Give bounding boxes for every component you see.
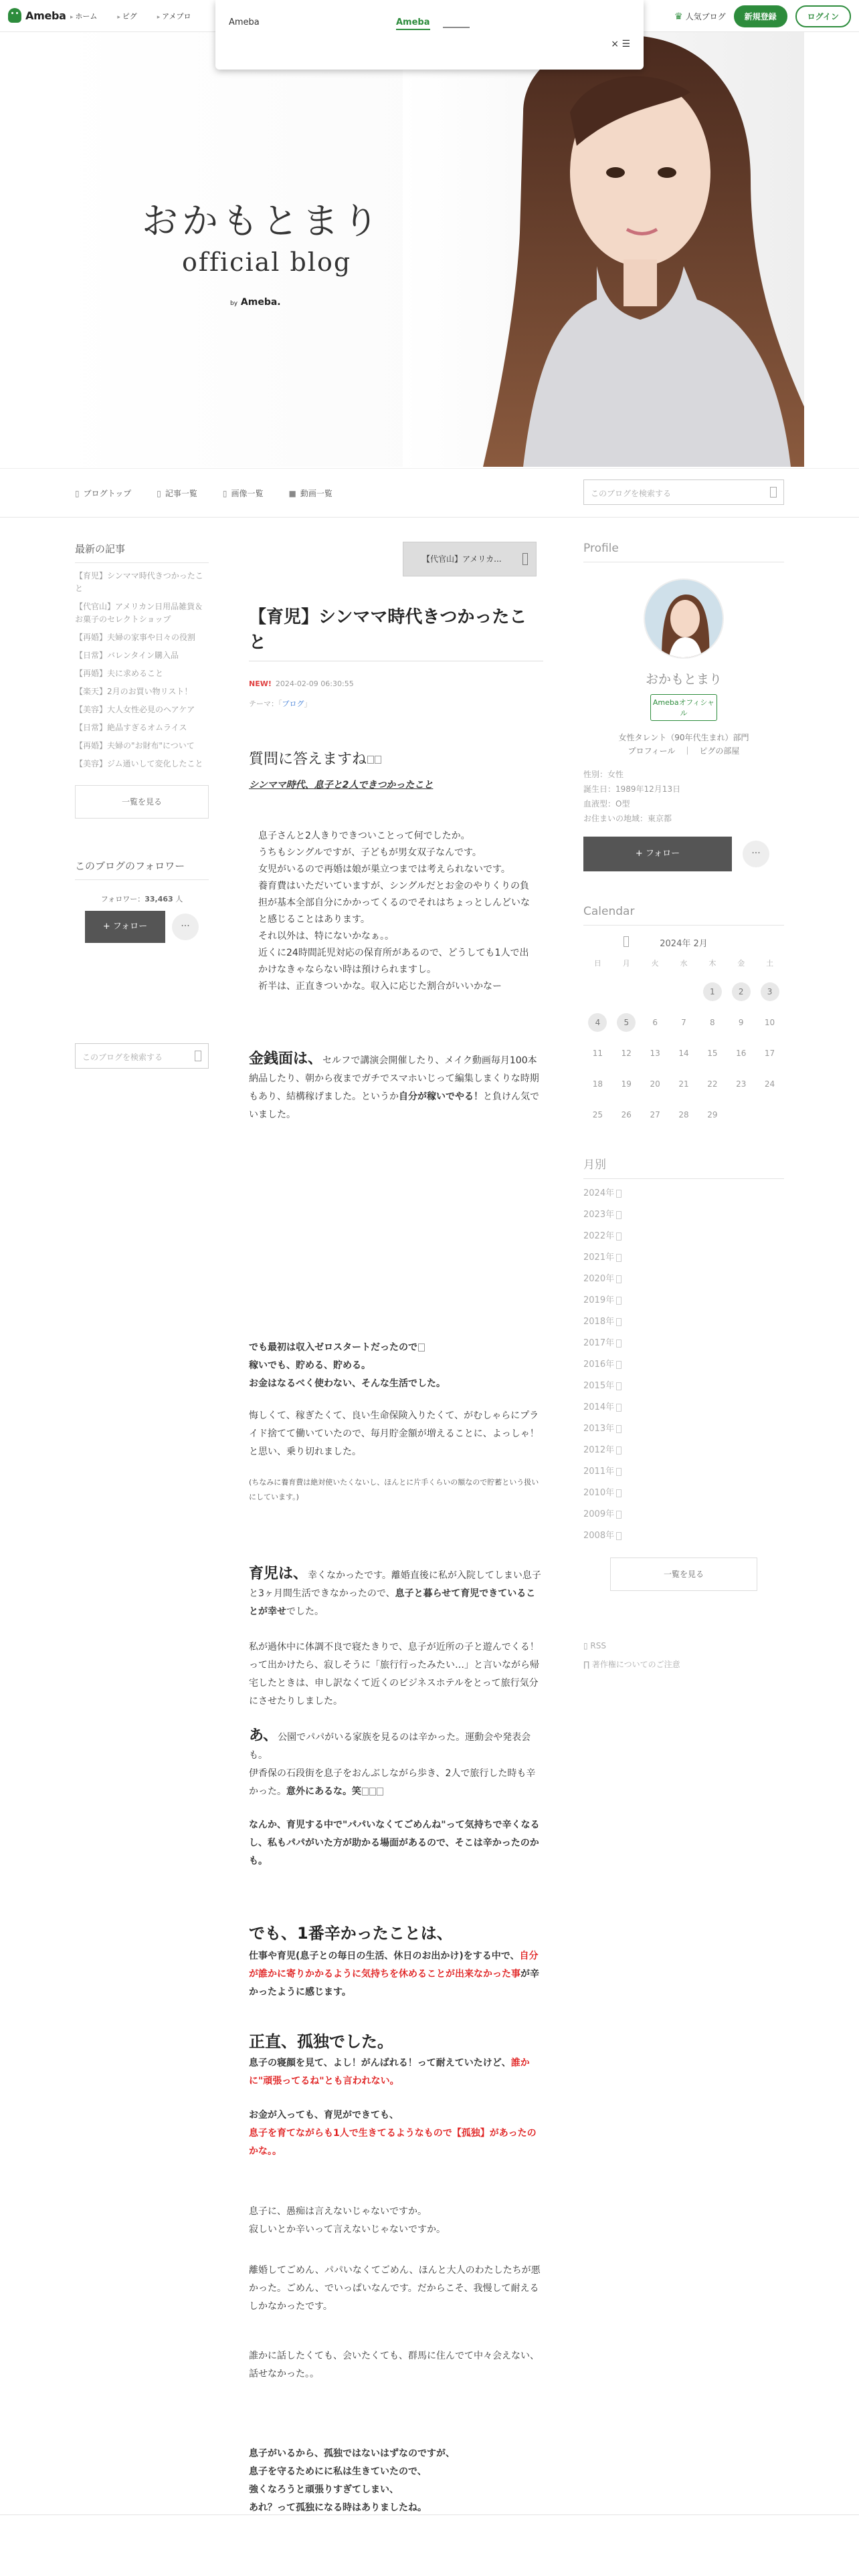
subnav-items <box>75 488 332 499</box>
money-bold: 自分が稼いでやる！ <box>399 1091 483 1102</box>
lonely-text-a: 息子の寝顔を見て、よし！がんばれる！って耐えていたけど、 <box>249 2058 511 2068</box>
subnav-video-list[interactable] <box>289 488 332 499</box>
isolation-text-red: 息子を育てながらも1人で生きてるようなもので【孤独】があったのかな。。 <box>249 2128 537 2157</box>
hardest-text <box>249 1947 543 2002</box>
article-theme: テーマ：「ブログ」 <box>249 700 312 708</box>
new-badge: NEW! <box>249 679 272 688</box>
calendar-day: 7 <box>681 1018 686 1027</box>
page-icon: ▯ <box>75 489 80 498</box>
calendar-day-link[interactable]: 4 <box>588 1013 607 1032</box>
theme-link[interactable]: ブログ <box>282 700 304 708</box>
subnav-video-list-label: 動画一覧 <box>300 489 332 498</box>
savings-line-3: お金はなるべく使わない、そんな生活でした。 <box>249 1378 446 1389</box>
archive-year-link[interactable]: 2012年 <box>583 1440 784 1461</box>
archive-year-link[interactable]: 2010年 <box>583 1483 784 1504</box>
calendar-day-link[interactable]: 1 <box>703 982 722 1001</box>
profile-links[interactable]: プロフィール ｜ ピグの部屋 <box>628 746 740 756</box>
calendar-prev-button[interactable] <box>624 936 629 947</box>
calendar-month <box>583 936 784 949</box>
calendar-weekday: 木 <box>708 959 717 968</box>
subnav-blog-top[interactable] <box>75 488 131 499</box>
calendar-day: 14 <box>678 1049 689 1058</box>
calendar-day: 27 <box>650 1110 660 1119</box>
follower-unit: 人 <box>175 895 183 903</box>
recent-more-button[interactable]: 一覧を見る <box>75 785 209 819</box>
hardest-heading: でも、1番辛かったことは、 <box>249 1924 453 1943</box>
calendar-section <box>583 905 784 1124</box>
park-bold: 意外にあるな。笑 <box>286 1786 361 1797</box>
recent-article-link[interactable]: 【日常】バレンタイン購入品 <box>75 651 179 660</box>
rss-label: RSS <box>590 1641 606 1650</box>
support-note: (ちなみに養育費は絶対使いたくないし、ほんとに片手くらいの額なので貯蓄という扱いにしています。) <box>249 1478 539 1501</box>
hardest-text-red: 自分が誰かに寄りかかるように気持ちを休めることが出来なかった事 <box>249 1951 539 1979</box>
header-blog-title: おかもとまり <box>142 200 383 242</box>
profile-follow-button[interactable]: + フォロー <box>583 837 732 871</box>
parenting-text: 幸くなかったです。離婚直後に私が入院してしまい息子と3ヶ月間生活できなかったので、 <box>249 1570 541 1599</box>
calendar-weekday: 金 <box>737 959 745 968</box>
money-paragraph <box>249 1050 543 1124</box>
ameba-logo-icon <box>8 8 21 23</box>
calendar-day: 11 <box>592 1049 603 1058</box>
archive-year-link[interactable]: 2023年 <box>583 1204 784 1226</box>
subnav-article-list[interactable] <box>157 488 197 499</box>
recent-article-link[interactable]: 【育児】シンママ時代きつかったこと <box>75 571 203 593</box>
calendar-day-link[interactable]: 2 <box>732 982 751 1001</box>
archive-year-link[interactable]: 2018年 <box>583 1311 784 1333</box>
emoji-image <box>367 756 374 764</box>
profile-fact: 性別：女性 <box>583 770 624 779</box>
ameba-dropdown-panel <box>215 0 644 70</box>
parenting-paragraph <box>249 1565 543 1621</box>
savings-line-2: 稼いでも、貯める、貯める。 <box>249 1360 371 1371</box>
monthly-archive <box>583 1155 784 1591</box>
subnav-image-list-label: 画像一覧 <box>231 489 264 498</box>
recent-article-link[interactable]: 【再婚】夫に求めること <box>75 669 164 678</box>
profile-fact: お住まいの地域：東京都 <box>583 814 672 823</box>
chevron-icon <box>522 553 528 565</box>
subnav-blog-top-label: ブログトップ <box>83 489 132 498</box>
lonely-text-red: 誰かに"頑張ってるね"とも言われない。 <box>249 2058 530 2086</box>
archive-year-link[interactable]: 2016年 <box>583 1354 784 1376</box>
sorry-paragraph: 離婚してごめん、パパいなくてごめん、ほんと大人のわたしたちが悪かった。ごめん、でいっぱいなんです。だからこそ、我慢して耐えるしかなかったです。 <box>249 2265 541 2312</box>
recent-articles-title: 最新の記事 <box>75 542 209 563</box>
lonely-heading: 正直、孤独でした。 <box>249 2032 393 2051</box>
blog-search-input[interactable] <box>583 479 784 505</box>
intro-heading <box>249 750 543 768</box>
calendar-day: 6 <box>652 1018 658 1027</box>
archive-year-link[interactable]: 2014年 <box>583 1397 784 1418</box>
park-text: 公園でパパがいる家族を見るのは辛かった。運動会や発表会も。 伊香保の石段街を息子をおんぶしながら歩き、2人で旅行した時も辛かった。 <box>249 1732 536 1797</box>
article-meta <box>249 679 354 688</box>
header-brand: Ameba. <box>240 297 281 308</box>
closing-paragraph: 息子がいるから、孤独ではないはずなのですが、 息子を守るためにに私は生きていたので、 強くなろうと頑張りすぎてしまい、 あれ？って孤独になる時はありましたね。 <box>249 2448 455 2513</box>
calendar-weekday: 水 <box>680 959 688 968</box>
calendar-day <box>727 1105 755 1124</box>
archive-year-link[interactable]: 2021年 <box>583 1247 784 1269</box>
calendar-day: 28 <box>678 1110 689 1119</box>
list-icon: ▯ <box>157 489 161 498</box>
login-button[interactable]: ログイン <box>795 5 851 27</box>
calendar-day[interactable] <box>755 982 784 1001</box>
park-paragraph <box>249 1727 543 1801</box>
savings-line-1-text: でも最初は収入ゼロスタートだったので <box>249 1342 417 1353</box>
search-icon[interactable] <box>195 1051 201 1061</box>
follower-count <box>75 893 209 904</box>
calendar-weekday: 月 <box>622 959 630 968</box>
friends-paragraph: 誰かに話したくても、会いたくても、群馬に住んでて中々会えない、話せなかった。。 <box>249 2351 539 2379</box>
image-icon: ▯ <box>222 489 227 498</box>
papa-paragraph: なんか、育児する中で"パパいなくてごめんね"って気持ちで辛くなるし、私もパパがいた方が助かる場面があるので、そこは辛かったのかも。 <box>249 1820 540 1866</box>
calendar-day: 18 <box>592 1079 603 1089</box>
hustle-paragraph: 悔しくて、稼ぎたくて、良い生命保険入りたくて、がむしゃらにプライド捨てて働いていたので、毎月貯金額が増えることに、よっしゃ！と思い、乗り切れました。 <box>249 1410 539 1457</box>
calendar-day[interactable] <box>612 1013 641 1032</box>
hardest-text-a: 仕事や育児(息子との毎日の生活、休日のお出かけ)をする中で、 <box>249 1951 520 1961</box>
dropdown-title: Ameba <box>229 17 260 27</box>
calendar-day: 9 <box>738 1018 744 1027</box>
more-options-button[interactable]: ··· <box>172 914 199 940</box>
header-by: by <box>230 300 238 307</box>
theme-label: テーマ： <box>249 700 278 708</box>
profile-follow-row <box>583 837 784 871</box>
reader-question: 息子さんと2人きりできついことって何でしたか。 うちもシングルですが、子どもが男女双子なんです。 女児がいるので再婚は娘が巣立つまでは考えられないです。 養育費はいただいていますが、シングルだとお金のやりくりの負担が基本全部自分にかかってくるのでそれはちょっとしんどいなと感じることはあります。 それ以外は、特にないかなぁ。。 近くに24時間託児対応の保育所があるので、どうしても1人で出かけなきゃならない時は預けられますし。 祈半は、正直きついかな。収入に応じた割合がいいかなー <box>258 831 530 992</box>
calendar-day-link[interactable]: 5 <box>617 1013 636 1032</box>
calendar-day: 8 <box>710 1018 715 1027</box>
follower-number: 33,463 <box>145 895 173 903</box>
monthly-title: 月別 <box>583 1155 784 1179</box>
top-right-actions <box>674 5 851 27</box>
calendar-month-label: 2024年 2月 <box>660 939 708 949</box>
calendar-day: 25 <box>592 1110 603 1119</box>
recent-article-link[interactable]: 【日常】絶品すぎるオムライス <box>75 723 187 732</box>
emoji-image <box>418 1344 425 1352</box>
calendar-weekday: 日 <box>593 959 601 968</box>
recent-article-link[interactable]: 【美容】大人女性必見のヘアケア <box>75 705 195 714</box>
sidebar-search-input[interactable] <box>75 1043 209 1069</box>
emoji-image <box>369 1788 376 1796</box>
savings-line-1 <box>249 1339 543 1357</box>
archive-year-link[interactable]: 2011年 <box>583 1461 784 1483</box>
nav-amepro[interactable]: ▸ アメプロ <box>157 11 191 21</box>
archive-year-link[interactable]: 2015年 <box>583 1376 784 1397</box>
official-badge[interactable]: Amebaオフィシャル <box>650 694 717 721</box>
calendar-weekday: 土 <box>766 959 774 968</box>
followers-section <box>75 859 209 943</box>
archive-year-link[interactable]: 2019年 <box>583 1290 784 1311</box>
calendar-day: 23 <box>736 1079 747 1089</box>
calendar-day: 16 <box>736 1049 747 1058</box>
recent-article-link[interactable]: 【美容】ジム通いして変化したこと <box>75 759 203 768</box>
rss-section <box>583 1636 784 1674</box>
profile-fact: 血液型：O型 <box>583 799 630 809</box>
calendar-day: 19 <box>621 1079 632 1089</box>
profile-facts <box>583 767 784 826</box>
profile-fact: 誕生日：1989年12月13日 <box>583 784 681 794</box>
copyright-link[interactable]: ∏ 著作権についてのご注意 <box>583 1660 680 1669</box>
archive-year-link[interactable]: 2017年 <box>583 1333 784 1354</box>
intro-heading-text: 質問に答えますね <box>249 751 367 768</box>
hotel-paragraph: 私が過休中に体調不良で寝たきりで、息子が近所の子と遊んでくる！って出かけたら、寂しそうに「旅行行ったみたい…」と言いながら帰宅したときは、申し訳なくて近くのビジネスホテルをとって旅行気分にさせたりしました。 <box>249 1642 539 1707</box>
blog-subnav <box>0 468 859 518</box>
archive-year-link[interactable]: 2013年 <box>583 1418 784 1440</box>
followers-title: このブログのフォロワー <box>75 859 209 880</box>
money-text: セルフで講演会開催したり、メイク動画毎月100本納品したり、朝から夜までガチでスマホいじって編集しまくりな時期もあり、結構稼げました。というか <box>249 1055 539 1102</box>
previous-article-label: 【代官山】アメリカ... <box>422 554 502 564</box>
savings-paragraph <box>249 1339 543 1393</box>
archive-year-link[interactable]: 2008年 <box>583 1525 784 1547</box>
money-lead: 金銭面は、 <box>249 1051 323 1067</box>
profile-title: Profile <box>583 542 784 562</box>
money-tail: と負けん気でいました。 <box>249 1091 539 1120</box>
calendar-day <box>583 982 612 1001</box>
recent-article-link[interactable]: 【再婚】夫婦の家事や日々の役割 <box>75 633 196 642</box>
archive-year-link[interactable]: 2022年 <box>583 1226 784 1247</box>
article-title: 【育児】シンママ時代きつかったこと <box>249 607 527 653</box>
blog-search-placeholder: このブログを検索する <box>591 489 672 498</box>
profile-name[interactable]: おかもとまり <box>645 672 722 687</box>
emoji-image <box>375 756 381 764</box>
calendar-day: 20 <box>650 1079 660 1089</box>
calendar-day: 10 <box>764 1018 775 1027</box>
calendar-day <box>670 982 698 1001</box>
calendar-day[interactable] <box>583 1013 612 1032</box>
article-date: 2024-02-09 06:30:55 <box>275 679 354 688</box>
profile-category[interactable]: 女性タレント（90年代生まれ）部門 <box>618 733 749 742</box>
calendar-day: 24 <box>764 1079 775 1089</box>
follow-row <box>75 911 209 943</box>
calendar-title: Calendar <box>583 905 784 926</box>
rss-link[interactable]: ▯ RSS <box>583 1641 606 1650</box>
footer-divider <box>0 2514 859 2515</box>
year-list <box>583 1183 784 1547</box>
previous-article-button[interactable] <box>403 542 537 576</box>
dropdown-tab-indicator <box>443 27 470 28</box>
calendar-grid <box>583 957 784 1124</box>
calendar-day[interactable] <box>727 982 755 1001</box>
parenting-bold: 息子と暮らせて育児できていることが幸せ <box>249 1588 536 1617</box>
article-body-intro <box>249 750 543 794</box>
nav-pigg[interactable]: ▸ ピグ <box>117 11 136 21</box>
archive-year-link[interactable]: 2024年 <box>583 1183 784 1204</box>
hardest-text-b: が辛かったように感じます。 <box>249 1969 539 1998</box>
park-lead: あ、 <box>249 1727 278 1744</box>
recent-article-link[interactable]: 【再婚】夫婦の"お財布"について <box>75 741 195 750</box>
calendar-day: 21 <box>678 1079 689 1089</box>
copyright-label: 著作権についてのご注意 <box>591 1660 680 1669</box>
header-portrait-photo <box>403 32 804 467</box>
subnav-image-list[interactable] <box>223 488 264 499</box>
popular-blogs-label: 人気ブログ <box>685 12 726 21</box>
crown-icon: ♛ <box>674 11 683 22</box>
calendar-day <box>755 1105 784 1124</box>
emoji-image <box>377 1788 383 1796</box>
blog-header-image <box>55 32 804 467</box>
nav-home[interactable]: ▸ ホーム <box>70 11 97 21</box>
left-sidebar <box>75 542 209 1069</box>
parenting-tail: でした。 <box>286 1606 324 1617</box>
header-subtitle: official blog <box>182 247 352 277</box>
calendar-day-link[interactable]: 3 <box>761 982 779 1001</box>
calendar-day: 15 <box>707 1049 718 1058</box>
avatar-image <box>645 580 724 659</box>
calendar-day <box>641 982 670 1001</box>
recent-article-link[interactable]: 【代官山】アメリカン日用品雑貨＆お菓子のセレクトショップ <box>75 602 203 624</box>
search-icon[interactable] <box>770 487 777 498</box>
calendar-day: 17 <box>764 1049 775 1058</box>
archive-year-link[interactable]: 2020年 <box>583 1269 784 1290</box>
calendar-day: 13 <box>650 1049 660 1058</box>
archive-year-link[interactable]: 2009年 <box>583 1504 784 1525</box>
parenting-lead: 育児は、 <box>249 1566 308 1582</box>
calendar-weekday: 火 <box>651 959 659 968</box>
video-icon: ■ <box>288 489 296 498</box>
hardest-section <box>249 1922 543 2002</box>
complain-paragraph: 息子に、愚痴は言えないじゃないですか。 寂しいとか辛いって言えないじゃないですか。 <box>249 2206 446 2235</box>
sidebar-search-placeholder: このブログを検索する <box>82 1053 163 1062</box>
follow-button[interactable]: + フォロー <box>85 911 165 943</box>
isolation-text-a: お金が入っても、育児ができても、 <box>249 2110 399 2121</box>
global-nav <box>70 11 191 21</box>
calendar-day: 22 <box>707 1079 718 1089</box>
popular-blogs-link[interactable] <box>674 11 726 22</box>
dropdown-ameba-link[interactable]: Ameba <box>396 17 430 30</box>
question-quote: シンママ時代、息子と2人できつかったこと <box>249 780 434 790</box>
recent-article-link[interactable]: 【楽天】2月のお買い物リスト！ <box>75 687 193 696</box>
lonely-section <box>249 2030 543 2090</box>
dropdown-close-button[interactable]: × ☰ <box>611 39 630 49</box>
avatar[interactable] <box>644 578 724 659</box>
emoji-image <box>362 1788 369 1796</box>
register-button[interactable]: 新規登録 <box>734 5 787 27</box>
logo-text: Ameba <box>25 9 66 22</box>
calendar-day <box>612 982 641 1001</box>
header-byline <box>230 297 281 308</box>
ameba-logo[interactable] <box>8 8 66 23</box>
archive-more-button[interactable]: 一覧を見る <box>610 1558 757 1591</box>
calendar-day: 12 <box>621 1049 632 1058</box>
subnav-article-list-label: 記事一覧 <box>165 489 197 498</box>
right-sidebar <box>583 542 784 1674</box>
calendar-day: 26 <box>621 1110 632 1119</box>
calendar-day[interactable] <box>698 982 727 1001</box>
calendar-day: 29 <box>707 1110 718 1119</box>
follower-label: フォロワー： <box>100 895 145 903</box>
lonely-text <box>249 2054 543 2090</box>
isolation-paragraph <box>249 2107 543 2161</box>
profile-more-button[interactable]: ··· <box>743 841 769 867</box>
